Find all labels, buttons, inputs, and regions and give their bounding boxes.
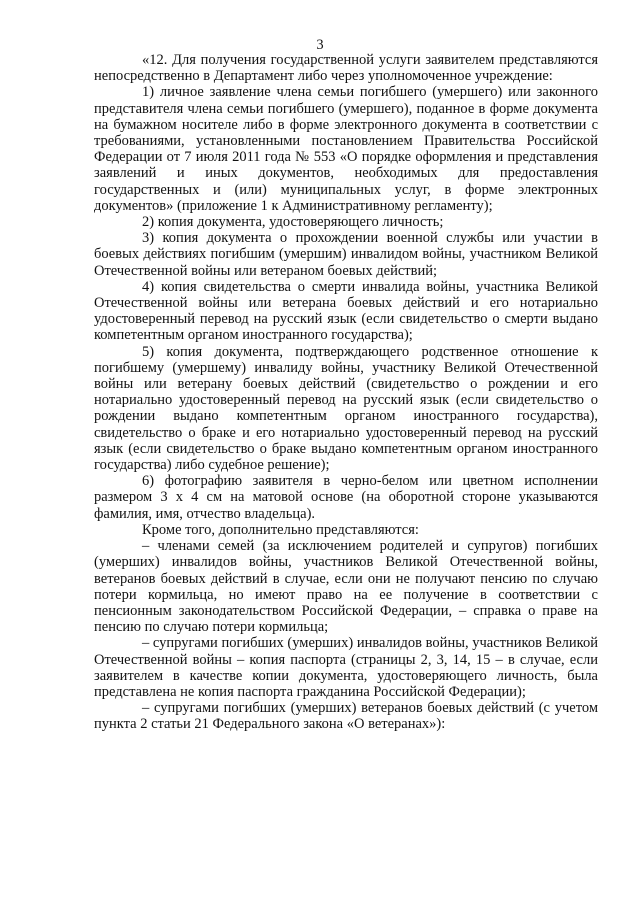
paragraph-spouses-combat-veterans: – супругами погибших (умерших) ветеранов боевых действий (с учетом пункта 2 статьи 21 Федерального закона «О ветеранах»): <box>94 700 598 733</box>
paragraph-additional-heading: Кроме того, дополнительно представляются: <box>142 521 419 538</box>
paragraph-item-4: 4) копия свидетельства о смерти инвалида войны, участника Великой Отечественной войны или ветерана боевых действий и его нотариально удостоверенный перевод на русский язык (если свидетельство о смерти выдано компетентным органом иностранного государства); <box>94 278 598 344</box>
paragraph-item-1: 1) личное заявление члена семьи погибшего (умершего) или законного представителя члена семьи погибшего (умершего), поданное в форме документа на бумажном носителе либо в форме электронного документа в соответствии с требованиями, установленными постановлением Правительства Российской Федерации от 7 июля 2011 года № 553 «О порядке оформления и представления заявлений и иных документов, необходимых для предоставления государственных и (или) муниципальных услуг, в форме электронных документов» (приложение 1 к Административному регламенту); <box>94 84 598 214</box>
paragraph-intro: «12. Для получения государственной услуги заявителем представляются непосредственно в Департамент либо через уполномоченное учреждение: <box>94 52 598 85</box>
paragraph-item-5: 5) копия документа, подтверждающего родственное отношение к погибшему (умершему) инвалиду войны, участнику Великой Отечественной войны или ветерану боевых действий (свидетельство о рождении и его нотариально удостоверенный перевод на русский язык (если свидетельство о рождении выдано компетентным органом иностранного государства), свидетельство о браке и его нотариально удостоверенный перевод на русский язык (если свидетельство о браке выдано компетентным органом иностранного государства) либо судебное решение); <box>94 343 598 474</box>
paragraph-family-members: – членами семей (за исключением родителей и супругов) погибших (умерших) инвалидов войны, участников Великой Отечественной войны, ветеранов боевых действий в случае, если они не получают пенсию по случаю потери кормильца, но имеют право на ее получение в соответствии с пенсионным законодательством Российской Федерации, – справка о праве на пенсию по случаю потери кормильца; <box>94 538 598 636</box>
document-body <box>94 52 598 733</box>
page-number: 3 <box>316 37 324 53</box>
paragraph-spouses-war-veterans: – супругами погибших (умерших) инвалидов войны, участников Великой Отечественной войны – копия паспорта (страницы 2, 3, 14, 15 – в случае, если заявителем в качестве копии документа, удостоверяющего личность, была представлена не копия паспорта гражданина Российской Федерации); <box>94 635 598 700</box>
paragraph-item-3: 3) копия документа о прохождении военной службы или участии в боевых действиях погибшим (умершим) инвалидом войны, участником Великой Отечественной войны или ветераном боевых действий; <box>94 230 598 279</box>
paragraph-item-6: 6) фотографию заявителя в черно-белом или цветном исполнении размером 3 х 4 см на матовой основе (на оборотной стороне указываются фамилия, имя, отчество владельца). <box>94 473 598 522</box>
paragraph-item-2: 2) копия документа, удостоверяющего личность; <box>142 214 444 231</box>
